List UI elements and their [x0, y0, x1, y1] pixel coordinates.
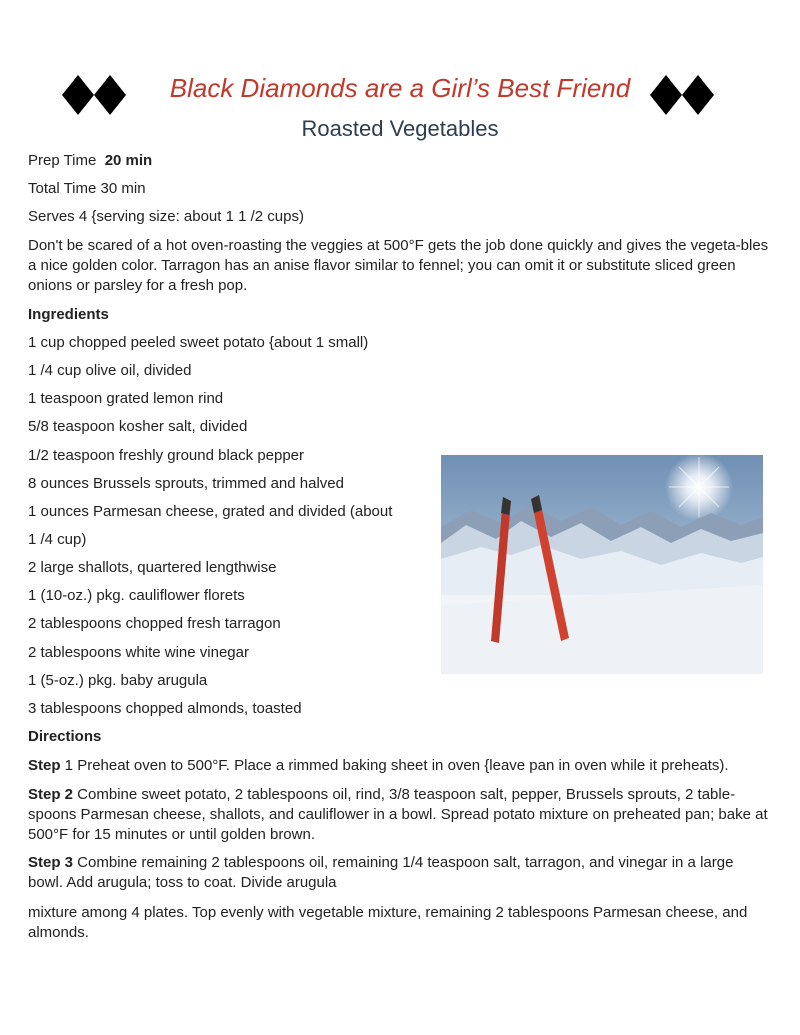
- step-text: 1 Preheat oven to 500°F. Place a rimmed baking sheet in oven {leave pan in oven while it preheats).: [60, 757, 729, 774]
- step-text: Combine remaining 2 tablespoons oil, remaining 1/4 teaspoon salt, tarragon, and vinegar in a large bowl. Add arugula; toss to coat. Divide arugula: [28, 854, 734, 891]
- ingredient-item: 1 (10-oz.) pkg. cauliflower florets: [28, 587, 245, 604]
- step-label: Step 2: [28, 786, 74, 803]
- prep-time: [28, 151, 152, 171]
- direction-continuation: mixture among 4 plates. Top evenly with vegetable mixture, remaining 2 tablespoons Parmesan cheese, and almonds.: [28, 904, 748, 941]
- prep-time-value: 20 min: [104, 152, 153, 169]
- step-label: Step: [28, 757, 61, 774]
- ingredient-item: 1 ounces Parmesan cheese, grated and divided (about: [28, 503, 393, 520]
- direction-step-2: [28, 785, 772, 845]
- direction-step-3: [28, 853, 772, 893]
- ingredient-item: 3 tablespoons chopped almonds, toasted: [28, 700, 302, 717]
- step-label: Step 3: [28, 854, 74, 871]
- ingredient-item: 1 teaspoon grated lemon rind: [28, 390, 224, 407]
- ingredient-item: 2 tablespoons chopped fresh tarragon: [28, 615, 281, 632]
- ingredient-item: 1 cup chopped peeled sweet potato {about 1 small): [28, 334, 369, 351]
- intro-paragraph: Don't be scared of a hot oven-roasting the veggies at 500°F gets the job done quickly and gives the vegeta-bles a nice golden color. Tarragon has an anise flavor similar to fennel; you can omit it or substitute sliced green onions or parsley for a fresh pop.: [28, 237, 769, 294]
- ingredient-item: 5/8 teaspoon kosher salt, divided: [28, 418, 248, 435]
- ingredient-item: 8 ounces Brussels sprouts, trimmed and halved: [28, 475, 344, 492]
- ingredient-item: 2 tablespoons white wine vinegar: [28, 644, 249, 661]
- total-time: Total Time 30 min: [28, 180, 146, 197]
- step-text: Combine sweet potato, 2 tablespoons oil, rind, 3/8 teaspoon salt, pepper, Brussels sprouts, 2 table-spoons Parmesan cheese, shallots, and cauliflower in a bowl. Spread potato mixture on preheated pan; bake at 500°F for 15 minutes or until golden brown.: [28, 786, 768, 843]
- ingredient-item: 2 large shallots, quartered lengthwise: [28, 559, 277, 576]
- ingredient-item: 1 /4 cup olive oil, divided: [28, 362, 192, 379]
- ingredient-item: 1 (5-oz.) pkg. baby arugula: [28, 672, 208, 689]
- directions-heading: Directions: [28, 728, 102, 745]
- black-diamond-icon-right: [650, 75, 714, 115]
- ingredient-item: 1/2 teaspoon freshly ground black pepper: [28, 447, 305, 464]
- recipe-title: Roasted Vegetables: [301, 116, 499, 141]
- prep-time-label: Prep Time: [28, 152, 97, 169]
- ingredients-heading: Ingredients: [28, 306, 109, 323]
- ingredient-item: 1 /4 cup): [28, 531, 87, 548]
- skis-in-snow-photo: [441, 455, 763, 674]
- serves: Serves 4 {serving size: about 1 1 /2 cups): [28, 208, 304, 225]
- page-title: Black Diamonds are a Girl’s Best Friend: [169, 73, 631, 103]
- direction-step-1: [28, 756, 772, 776]
